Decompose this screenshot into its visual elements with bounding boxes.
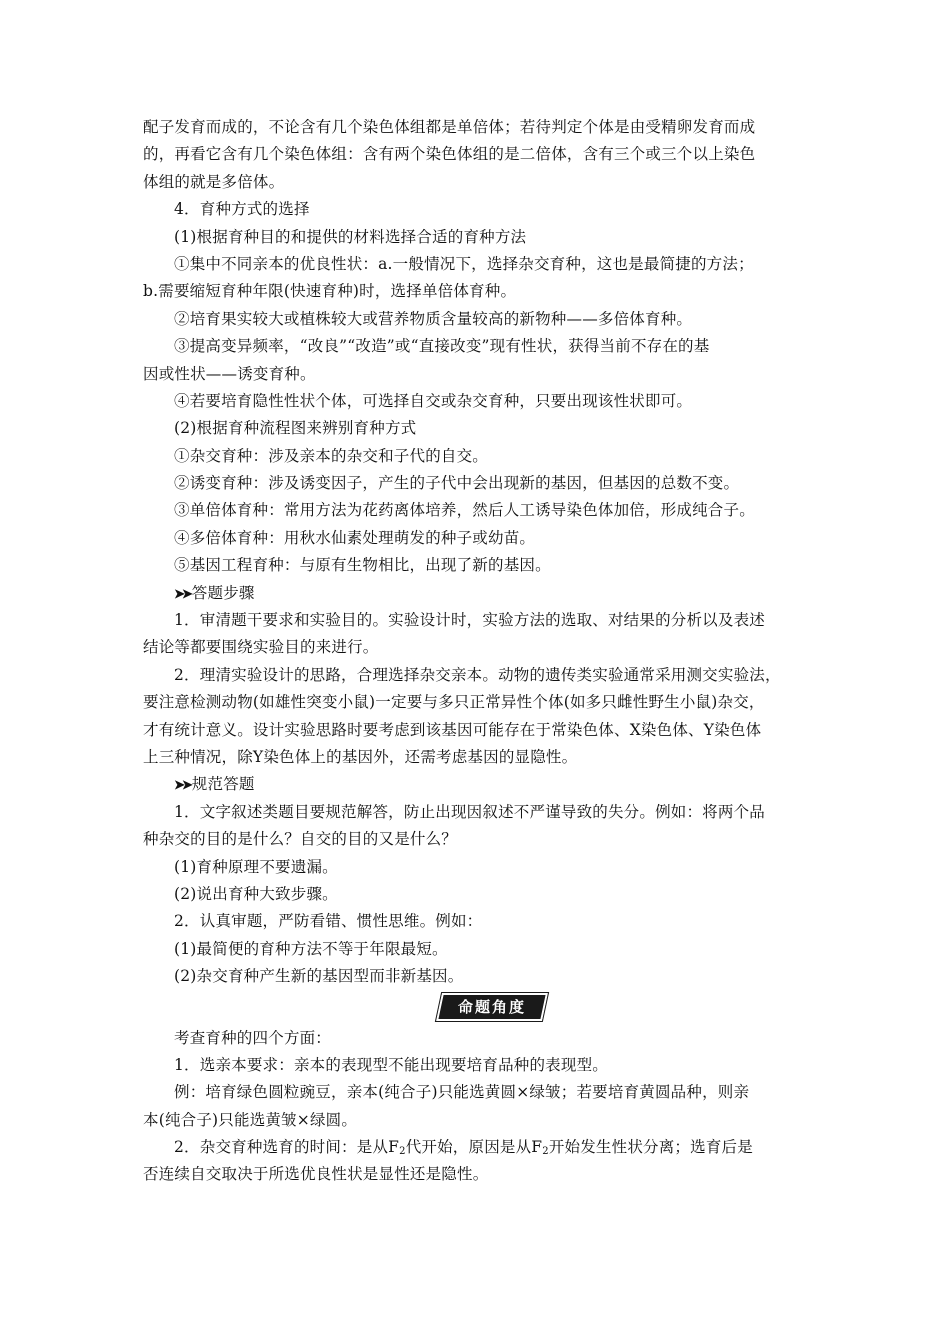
subscript: 2 bbox=[542, 1146, 549, 1158]
double-arrow-icon: ➤➤ bbox=[174, 586, 190, 602]
paragraph-line: 的，再看它含有几个染色体组：含有两个染色体组的是二倍体，含有三个或三个以上染色 bbox=[143, 145, 756, 164]
double-arrow-icon: ➤➤ bbox=[174, 778, 190, 794]
paragraph-line: (1)根据育种目的和提供的材料选择合适的育种方法 bbox=[174, 227, 527, 246]
section-heading-text: 答题步骤 bbox=[191, 583, 255, 602]
paragraph-line: 否连续自交取决于所选优良性状是显性还是隐性。 bbox=[143, 1165, 489, 1184]
banner-text: 命题角度 bbox=[457, 997, 526, 1016]
subscript: 2 bbox=[399, 1146, 406, 1158]
paragraph-line: ①杂交育种：涉及亲本的杂交和子代的自交。 bbox=[174, 446, 489, 465]
paragraph-line: (1)育种原理不要遗漏。 bbox=[174, 857, 338, 876]
paragraph-line: 种杂交的目的是什么？自交的目的又是什么？ bbox=[143, 830, 458, 849]
paragraph-line: ④若要培育隐性性状个体，可选择自交或杂交育种，只要出现该性状即可。 bbox=[174, 391, 693, 410]
paragraph-line: 2．认真审题，严防看错、惯性思维。例如： bbox=[174, 912, 483, 931]
paragraph-line: 要注意检测动物(如雄性突变小鼠)一定要与多只正常异性个体(如多只雌性野生小鼠)杂交， bbox=[143, 693, 765, 712]
paragraph-line: ④多倍体育种：用秋水仙素处理萌发的种子或幼苗。 bbox=[174, 528, 536, 547]
paragraph-line: 1．文字叙述类题目要规范解答，防止出现因叙述不严谨导致的失分。例如：将两个品 bbox=[174, 802, 765, 821]
section-banner-question-angle bbox=[436, 993, 548, 1021]
paragraph-line: (2)杂交育种产生新的基因型而非新基因。 bbox=[174, 967, 464, 986]
subheading-breeding-choice: 4．育种方式的选择 bbox=[174, 200, 310, 219]
text-segment: 开始发生性状分离；选育后是 bbox=[548, 1138, 753, 1157]
paragraph-line: (1)最简便的育种方法不等于年限最短。 bbox=[174, 939, 448, 958]
paragraph-line: ③提高变异频率，“改良”“改造”或“直接改变”现有性状，获得当前不存在的基 bbox=[174, 337, 710, 356]
text-segment: 2．杂交育种选育的时间：是从F bbox=[174, 1138, 400, 1157]
paragraph-line: 体组的就是多倍体。 bbox=[143, 172, 285, 191]
paragraph-line: 上三种情况，除Y染色体上的基因外，还需考虑基因的显隐性。 bbox=[143, 747, 578, 766]
paragraph-line: 2．理清实验设计的思路，合理选择杂交亲本。动物的遗传类实验通常采用测交实验法， bbox=[174, 665, 781, 684]
paragraph-line: 1．审清题干要求和实验目的。实验设计时，实验方法的选取、对结果的分析以及表述 bbox=[174, 611, 765, 630]
paragraph-line: 例：培育绿色圆粒豌豆，亲本(纯合子)只能选黄圆×绿皱；若要培育黄圆品种，则亲 bbox=[174, 1083, 750, 1102]
paragraph-line: ②诱变育种：涉及诱变因子，产生的子代中会出现新的基因，但基因的总数不变。 bbox=[174, 474, 740, 493]
paragraph-line: 本(纯合子)只能选黄皱×绿圆。 bbox=[143, 1110, 358, 1129]
paragraph-line: b.需要缩短育种年限(快速育种)时，选择单倍体育种。 bbox=[143, 282, 517, 301]
section-heading-standard-answer bbox=[143, 771, 813, 798]
section-heading-answer-steps bbox=[143, 580, 813, 607]
document-page bbox=[143, 114, 813, 1189]
banner-row bbox=[143, 991, 813, 1025]
paragraph-line: (2)根据育种流程图来辨别育种方式 bbox=[174, 419, 417, 438]
paragraph-line: ②培育果实较大或植株较大或营养物质含量较高的新物种——多倍体育种。 bbox=[174, 309, 693, 328]
paragraph-line: 才有统计意义。设计实验思路时要考虑到该基因可能存在于常染色体、X染色体、Y染色体 bbox=[143, 720, 762, 739]
paragraph-line: ⑤基因工程育种：与原有生物相比，出现了新的基因。 bbox=[174, 556, 551, 575]
paragraph-line: 1．选亲本要求：亲本的表现型不能出现要培育品种的表现型。 bbox=[174, 1055, 608, 1074]
paragraph-line: 考查育种的四个方面： bbox=[174, 1028, 332, 1047]
paragraph-line: 结论等都要围绕实验目的来进行。 bbox=[143, 638, 379, 657]
paragraph-line bbox=[143, 1134, 813, 1161]
paragraph-line: 配子发育而成的，不论含有几个染色体组都是单倍体；若待判定个体是由受精卵发育而成 bbox=[143, 118, 756, 136]
paragraph-line: ③单倍体育种：常用方法为花药离体培养，然后人工诱导染色体加倍，形成纯合子。 bbox=[174, 501, 755, 520]
paragraph-line: ①集中不同亲本的优良性状：a.一般情况下，选择杂交育种，这也是最简捷的方法； bbox=[174, 254, 754, 273]
paragraph-line: 因或性状——诱变育种。 bbox=[143, 364, 316, 383]
section-heading-text: 规范答题 bbox=[191, 775, 255, 794]
paragraph-line: (2)说出育种大致步骤。 bbox=[174, 884, 338, 903]
text-segment: 代开始，原因是从F bbox=[405, 1138, 543, 1157]
